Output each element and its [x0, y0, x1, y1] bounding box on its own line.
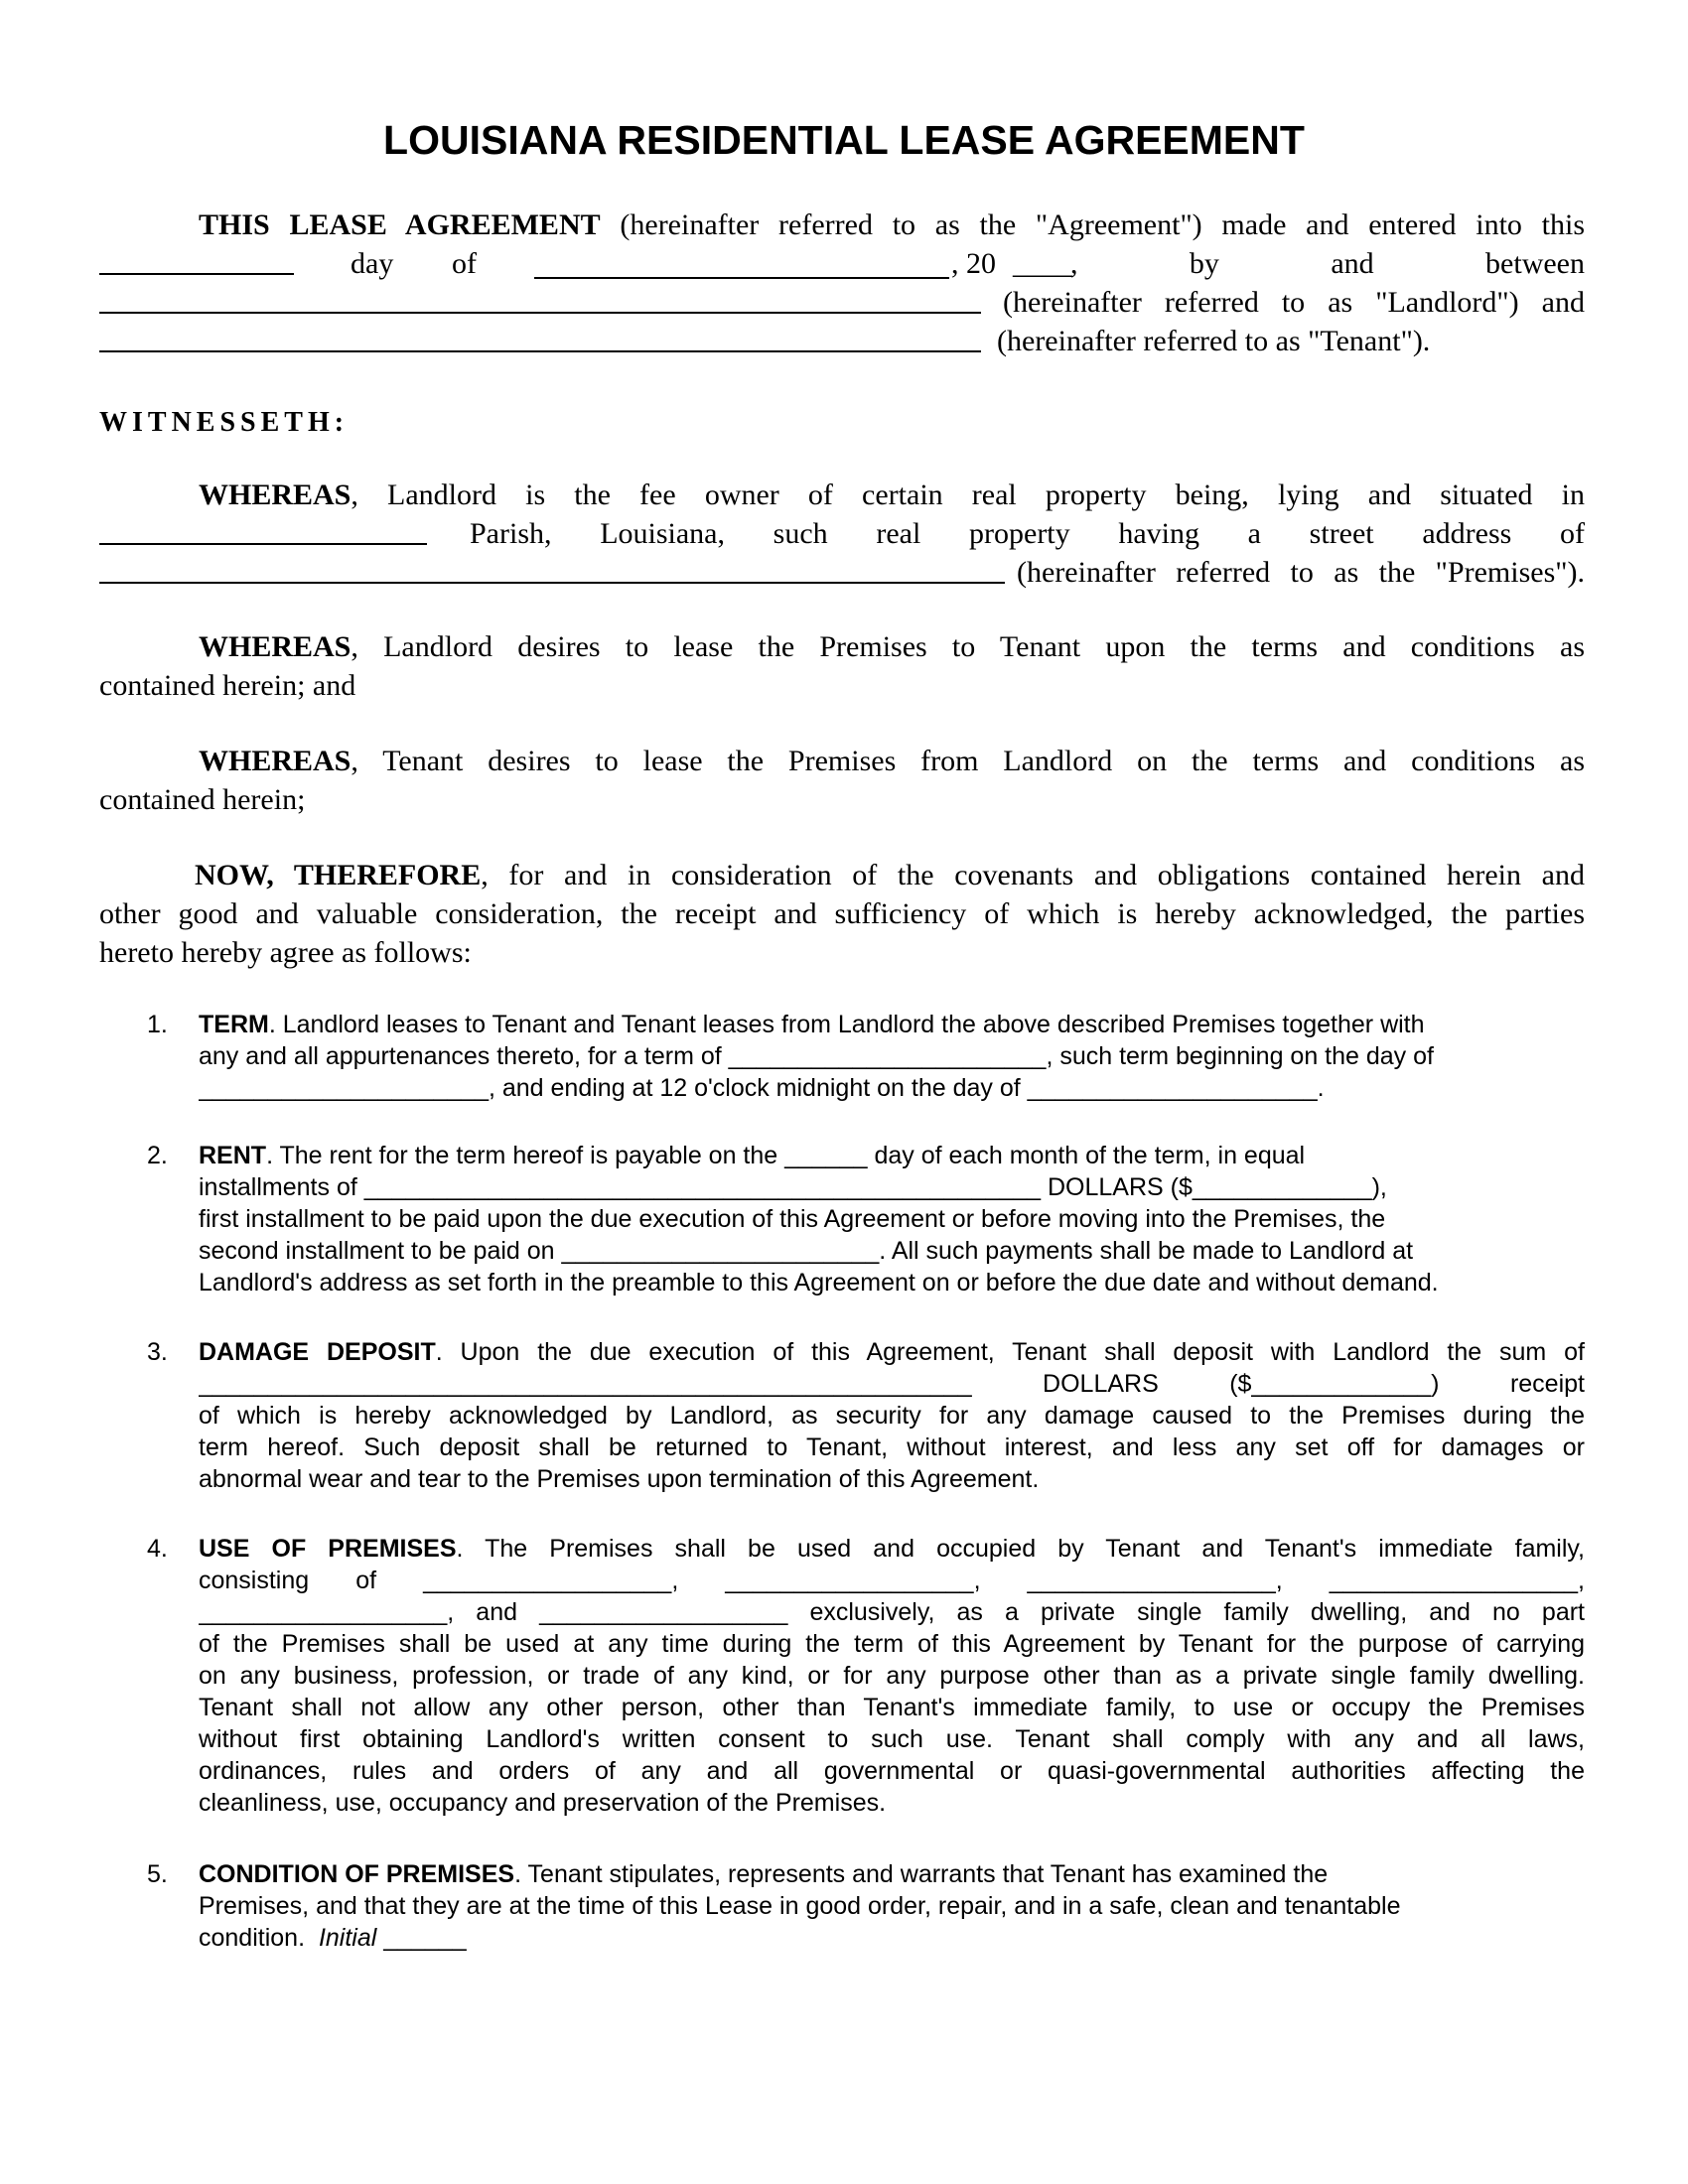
section-number: 1.: [147, 1011, 168, 1038]
section-line: second installment to be paid on _______________________. All such payments shall be made to Landlord at: [199, 1237, 1414, 1265]
section-line: consisting of __________________, __________________, __________________, __________________,: [199, 1567, 1585, 1594]
month-blank[interactable]: [534, 249, 949, 279]
whereas-2-text: , Landlord desires to lease the Premises to Tenant upon the terms and conditions as: [351, 630, 1585, 663]
preamble-line-4: [99, 323, 1585, 360]
section-line: Premises, and that they are at the time of this Lease in good order, repair, and in a safe, clean and tenantable: [199, 1892, 1401, 1920]
section-number: 5.: [147, 1860, 168, 1888]
section-line: USE OF PREMISES. The Premises shall be used and occupied by Tenant and Tenant's immediate family,: [199, 1535, 1585, 1563]
now-therefore-text: , for and in consideration of the covenants and obligations contained herein and: [481, 859, 1585, 891]
section-line: of which is hereby acknowledged by Landlord, as security for any damage caused to the Premises during the: [199, 1402, 1585, 1430]
whereas-3-lead: WHEREAS: [199, 745, 352, 777]
landlord-ref: (hereinafter referred to as "Landlord") and: [1003, 286, 1585, 319]
initial-blank[interactable]: ______: [383, 1924, 467, 1952]
section-heading: CONDITION OF PREMISES: [199, 1860, 515, 1888]
day-blank[interactable]: [99, 245, 294, 275]
section-number: 4.: [147, 1535, 168, 1563]
section-line: first installment to be paid upon the due execution of this Agreement or before moving into the Premises, the: [199, 1205, 1386, 1233]
section-line: RENT. The rent for the term hereof is payable on the ______ day of each month of the term, in equal: [199, 1142, 1306, 1169]
now-therefore-line-2: other good and valuable consideration, the receipt and sufficiency of which is hereby acknowledged, the parties: [99, 897, 1585, 930]
section-line: term hereof. Such deposit shall be returned to Tenant, without interest, and less any set off for damages or: [199, 1433, 1585, 1461]
tenant-ref: (hereinafter referred to as "Tenant").: [997, 325, 1431, 357]
now-therefore-line-3: hereto hereby agree as follows:: [99, 936, 472, 969]
section-line: cleanliness, use, occupancy and preservation of the Premises.: [199, 1789, 887, 1817]
section-line: any and all appurtenances thereto, for a term of _______________________, such term beginning on the day of: [199, 1042, 1434, 1070]
section-line: Tenant shall not allow any other person, other than Tenant's immediate family, to use or occupy the Premises: [199, 1694, 1585, 1721]
section-line: installments of _________________________________________________ DOLLARS ($_____________),: [199, 1173, 1387, 1201]
section-number: 3.: [147, 1338, 168, 1366]
section-heading: TERM: [199, 1011, 269, 1038]
whereas-1-line-3: [99, 554, 1585, 592]
whereas-2-line-2: contained herein; and: [99, 669, 356, 702]
whereas-2-line-1: [99, 628, 1585, 666]
whereas-3-text: , Tenant desires to lease the Premises from Landlord on the terms and conditions as: [351, 745, 1585, 777]
year-blank[interactable]: ____: [1013, 247, 1072, 280]
document-title: LOUISIANA RESIDENTIAL LEASE AGREEMENT: [383, 117, 1305, 163]
section-line: abnormal wear and tear to the Premises upon termination of this Agreement.: [199, 1465, 1040, 1493]
section-line: _____________________, and ending at 12 o'clock midnight on the day of _____________________.: [199, 1074, 1325, 1102]
section-heading: DAMAGE DEPOSIT: [199, 1338, 436, 1366]
section-line: on any business, profession, or trade of any kind, or for any purpose other than as a private single family dwelling.: [199, 1662, 1585, 1690]
section-body: [199, 1533, 1585, 1819]
whereas-1-lead: WHEREAS: [199, 478, 352, 511]
section-body: [199, 1336, 1585, 1495]
whereas-3-line-2: contained herein;: [99, 783, 306, 816]
section-line: without first obtaining Landlord's written consent to such use. Tenant shall comply with any and all laws,: [199, 1725, 1585, 1753]
of-label: of: [452, 247, 477, 280]
day-label: day: [351, 247, 394, 280]
preamble-text: (hereinafter referred to as the "Agreement") made and entered into this: [620, 208, 1585, 241]
by-and-between: , by and between: [1070, 247, 1585, 280]
whereas-1-text: , Landlord is the fee owner of certain real property being, lying and situated in: [351, 478, 1585, 511]
street-address-blank[interactable]: [99, 554, 1005, 584]
premises-ref: (hereinafter referred to as the "Premises").: [1017, 556, 1585, 589]
section-line: of the Premises shall be used at any time during the term of this Agreement by Tenant for the purpose of carrying: [199, 1630, 1585, 1658]
section-line: Landlord's address as set forth in the preamble to this Agreement on or before the due date and without demand.: [199, 1269, 1439, 1297]
tenant-name-blank[interactable]: [99, 323, 981, 352]
preamble-line-2: [99, 245, 1585, 283]
preamble-line-3: [99, 284, 1585, 322]
section-line: condition. Initial ______: [199, 1924, 467, 1952]
parish-blank[interactable]: [99, 515, 427, 545]
whereas-2-lead: WHEREAS: [199, 630, 352, 663]
now-therefore-lead: NOW, THEREFORE: [195, 859, 482, 891]
section-heading: RENT: [199, 1142, 267, 1169]
section-body: [199, 1858, 1585, 1954]
section-body: [199, 1009, 1585, 1104]
initial-label: Initial: [318, 1924, 377, 1952]
landlord-name-blank[interactable]: [99, 284, 981, 314]
now-therefore-line-1: [99, 857, 1585, 894]
section-number: 2.: [147, 1142, 168, 1169]
parish-text: Parish, Louisiana, such real property having a street address of: [470, 517, 1585, 550]
whereas-3-line-1: [99, 743, 1585, 780]
preamble-line-1: [99, 206, 1585, 244]
section-line: ordinances, rules and orders of any and all governmental or quasi-governmental authorities affecting the: [199, 1757, 1585, 1785]
section-line: DAMAGE DEPOSIT. Upon the due execution of this Agreement, Tenant shall deposit with Landlord the sum of: [199, 1338, 1585, 1366]
section-line: TERM. Landlord leases to Tenant and Tenant leases from Landlord the above described Premises together with: [199, 1011, 1425, 1038]
year-prefix: , 20: [951, 247, 996, 280]
section-heading: USE OF PREMISES: [199, 1535, 457, 1563]
section-line: __________________, and __________________ exclusively, as a private single family dwelling, and no part: [199, 1598, 1585, 1626]
whereas-1-line-1: [99, 477, 1585, 514]
section-body: [199, 1140, 1585, 1298]
witnesseth-heading: WITNESSETH:: [99, 407, 350, 438]
section-line: CONDITION OF PREMISES. Tenant stipulates, represents and warrants that Tenant has examined the: [199, 1860, 1329, 1888]
section-line: ________________________________________________________ DOLLARS ($_____________) receipt: [199, 1370, 1585, 1398]
whereas-1-line-2: [99, 515, 1585, 553]
preamble-lead: THIS LEASE AGREEMENT: [199, 208, 601, 241]
